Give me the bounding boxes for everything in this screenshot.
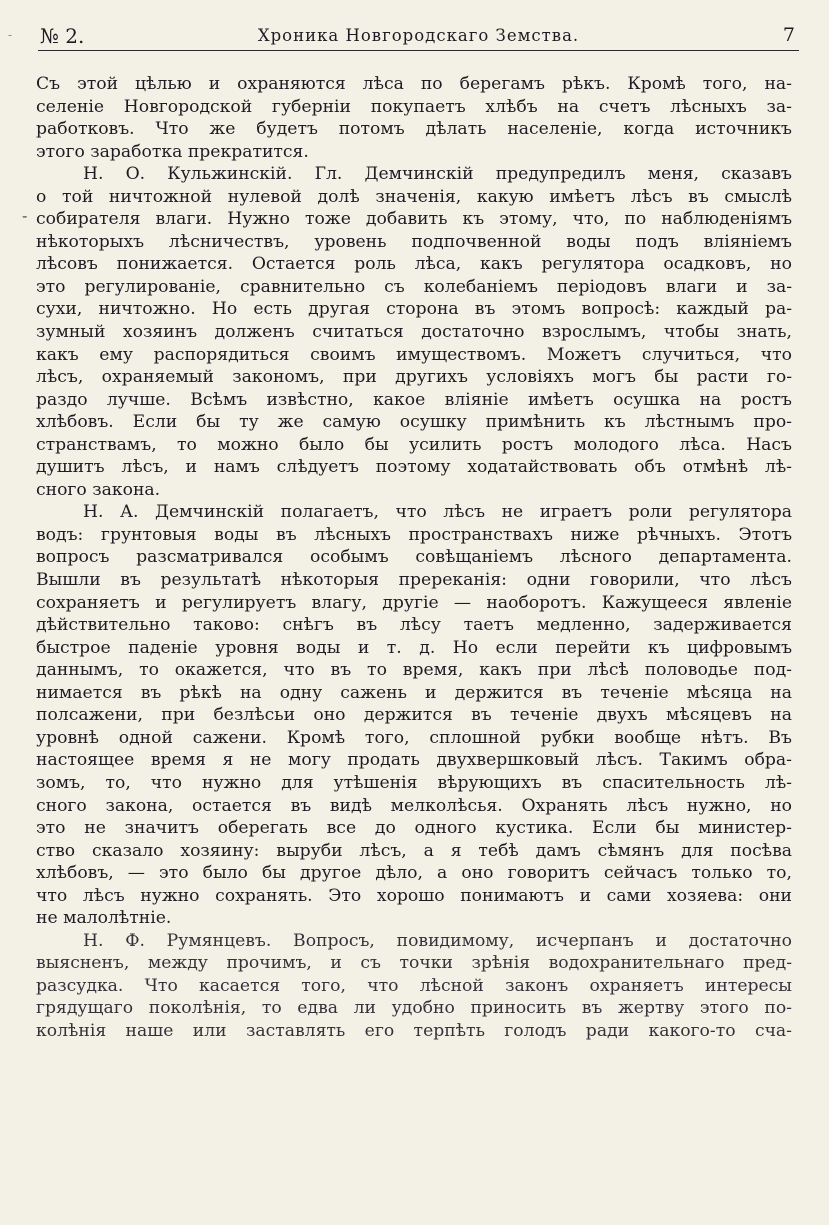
text-line: сного закона, остается въ видѣ мелколѣсья. Охранять лѣсъ нужно, но	[36, 795, 792, 816]
text-line: Съ этой цѣлью и охраняются лѣса по берегамъ рѣкъ. Кромѣ того, на-	[36, 74, 792, 94]
text-line: Н. А. Демчинскій полагаетъ, что лѣсъ не играетъ роли регулятора	[83, 502, 792, 523]
text-line: Н. Ф. Румянцевъ. Вопросъ, повидимому, исчерпанъ и достаточно	[83, 930, 792, 951]
text-line: работковъ. Что же будетъ потомъ дѣлать населеніе, когда источникъ	[36, 119, 792, 140]
text-line: это не значитъ оберегать все до одного кустика. Если бы министер-	[36, 818, 792, 839]
text-line: разсудка. Что касается того, что лѣсной законъ охраняетъ интересы	[36, 975, 792, 996]
text-line: грядущаго поколѣнія, то едва ли удобно приносить въ жертву этого по-	[36, 998, 792, 1019]
text-line: выясненъ, между прочимъ, и съ точки зрѣнія водохранительнаго пред-	[36, 953, 792, 974]
text-line: сохраняетъ и регулируетъ влагу, другіе — наоборотъ. Кажущееся явленіе	[36, 592, 792, 613]
issue-number: № 2.	[40, 24, 85, 48]
text-line: хлѣбовъ, — это было бы другое дѣло, а оно говоритъ сейчасъ только то,	[36, 863, 792, 884]
body-text	[36, 73, 792, 1043]
text-line: настоящее время я не могу продать двухвершковый лѣсъ. Такимъ обра-	[36, 750, 792, 771]
text-line: даннымъ, то окажется, что въ то время, какъ при лѣсѣ половодье под-	[36, 660, 792, 681]
text-line: быстрое паденіе уровня воды и т. д. Но если перейти къ цифровымъ	[36, 637, 792, 658]
text-line: ство сказало хозяину: выруби лѣсъ, а я тебѣ дамъ сѣмянъ для посѣва	[36, 840, 792, 861]
text-line: сного закона.	[36, 479, 161, 500]
text-line: не малолѣтніе.	[36, 908, 172, 929]
text-line: хлѣбовъ. Если бы ту же самую осушку примѣнить къ лѣстнымъ про-	[36, 412, 792, 433]
text-line: о той ничтожной нулевой долѣ значенія, какую имѣетъ лѣсъ въ смыслѣ	[36, 186, 792, 207]
page-number: 7	[782, 24, 795, 46]
text-line: странствамъ, то можно было бы усилить ростъ молодого лѣса. Насъ	[36, 434, 792, 455]
running-header	[38, 20, 799, 51]
text-line: уровнѣ одной сажени. Кромѣ того, сплошной рубки вообще нѣтъ. Въ	[36, 727, 792, 748]
text-line: Вышли въ результатѣ нѣкоторыя пререканія: одни говорили, что лѣсъ	[36, 570, 792, 591]
text-line: вопросъ разсматривался особымъ совѣщаніемъ лѣсного департамента.	[36, 547, 792, 568]
text-line: сухи, ничтожно. Но есть другая сторона въ этомъ вопросѣ: каждый ра-	[36, 299, 792, 320]
scan-artifact-dash: -	[8, 28, 13, 42]
journal-title: Хроника Новгородскаго Земства.	[257, 26, 580, 45]
text-line: это регулированіе, сравнительно съ колебаніемъ періодовъ влаги и за-	[36, 276, 792, 297]
text-line: этого заработка прекратится.	[36, 141, 309, 162]
text-line: нимается въ рѣкѣ на одну сажень и держится въ теченіе мѣсяца на	[36, 682, 792, 703]
text-line: дѣйствительно таково: снѣгъ въ лѣсу таетъ медленно, задерживается	[36, 615, 792, 636]
text-line: селеніе Новгородской губерніи покупаетъ хлѣбъ на счетъ лѣсныхъ за-	[36, 96, 792, 117]
text-line: душитъ лѣсъ, и намъ слѣдуетъ поэтому ходатайствовать объ отмѣнѣ лѣ-	[36, 457, 792, 478]
text-line: водъ: грунтовыя воды въ лѣсныхъ пространствахъ ниже рѣчныхъ. Этотъ	[36, 524, 792, 545]
text-line: лѣсъ, охраняемый закономъ, при другихъ условіяхъ могъ бы расти го-	[36, 367, 792, 388]
text-line: нѣкоторыхъ лѣсничествъ, уровень подпочвенной воды подъ вліяніемъ	[36, 231, 792, 252]
text-line: зомъ, то, что нужно для утѣшенія вѣрующихъ въ спасительность лѣ-	[36, 772, 792, 793]
text-line: лѣсовъ понижается. Остается роль лѣса, какъ регулятора осадковъ, но	[36, 254, 792, 275]
text-line: полсажени, при безлѣсьи оно держится въ теченіе двухъ мѣсяцевъ на	[36, 705, 792, 726]
text-line: колѣнія наше или заставлять его терпѣть голодъ ради какого-то сча-	[36, 1020, 792, 1041]
text-line: Н. О. Кульжинскій. Гл. Демчинскій предупредилъ меня, сказавъ	[83, 164, 792, 185]
text-line: зумный хозяинъ долженъ считаться достаточно взрослымъ, чтобы знать,	[36, 322, 792, 343]
text-line: что лѣсъ нужно сохранять. Это хорошо понимаютъ и сами хозяева: они	[36, 885, 792, 906]
text-line: раздо лучше. Всѣмъ извѣстно, какое вліяніе имѣетъ осушка на ростъ	[36, 389, 792, 410]
text-line: какъ ему распорядиться своимъ имуществомъ. Можетъ случиться, что	[36, 344, 792, 365]
scan-artifact-dot: -	[22, 206, 28, 225]
text-line: собирателя влаги. Нужно тоже добавить къ этому, что, по наблюденіямъ	[36, 209, 792, 230]
